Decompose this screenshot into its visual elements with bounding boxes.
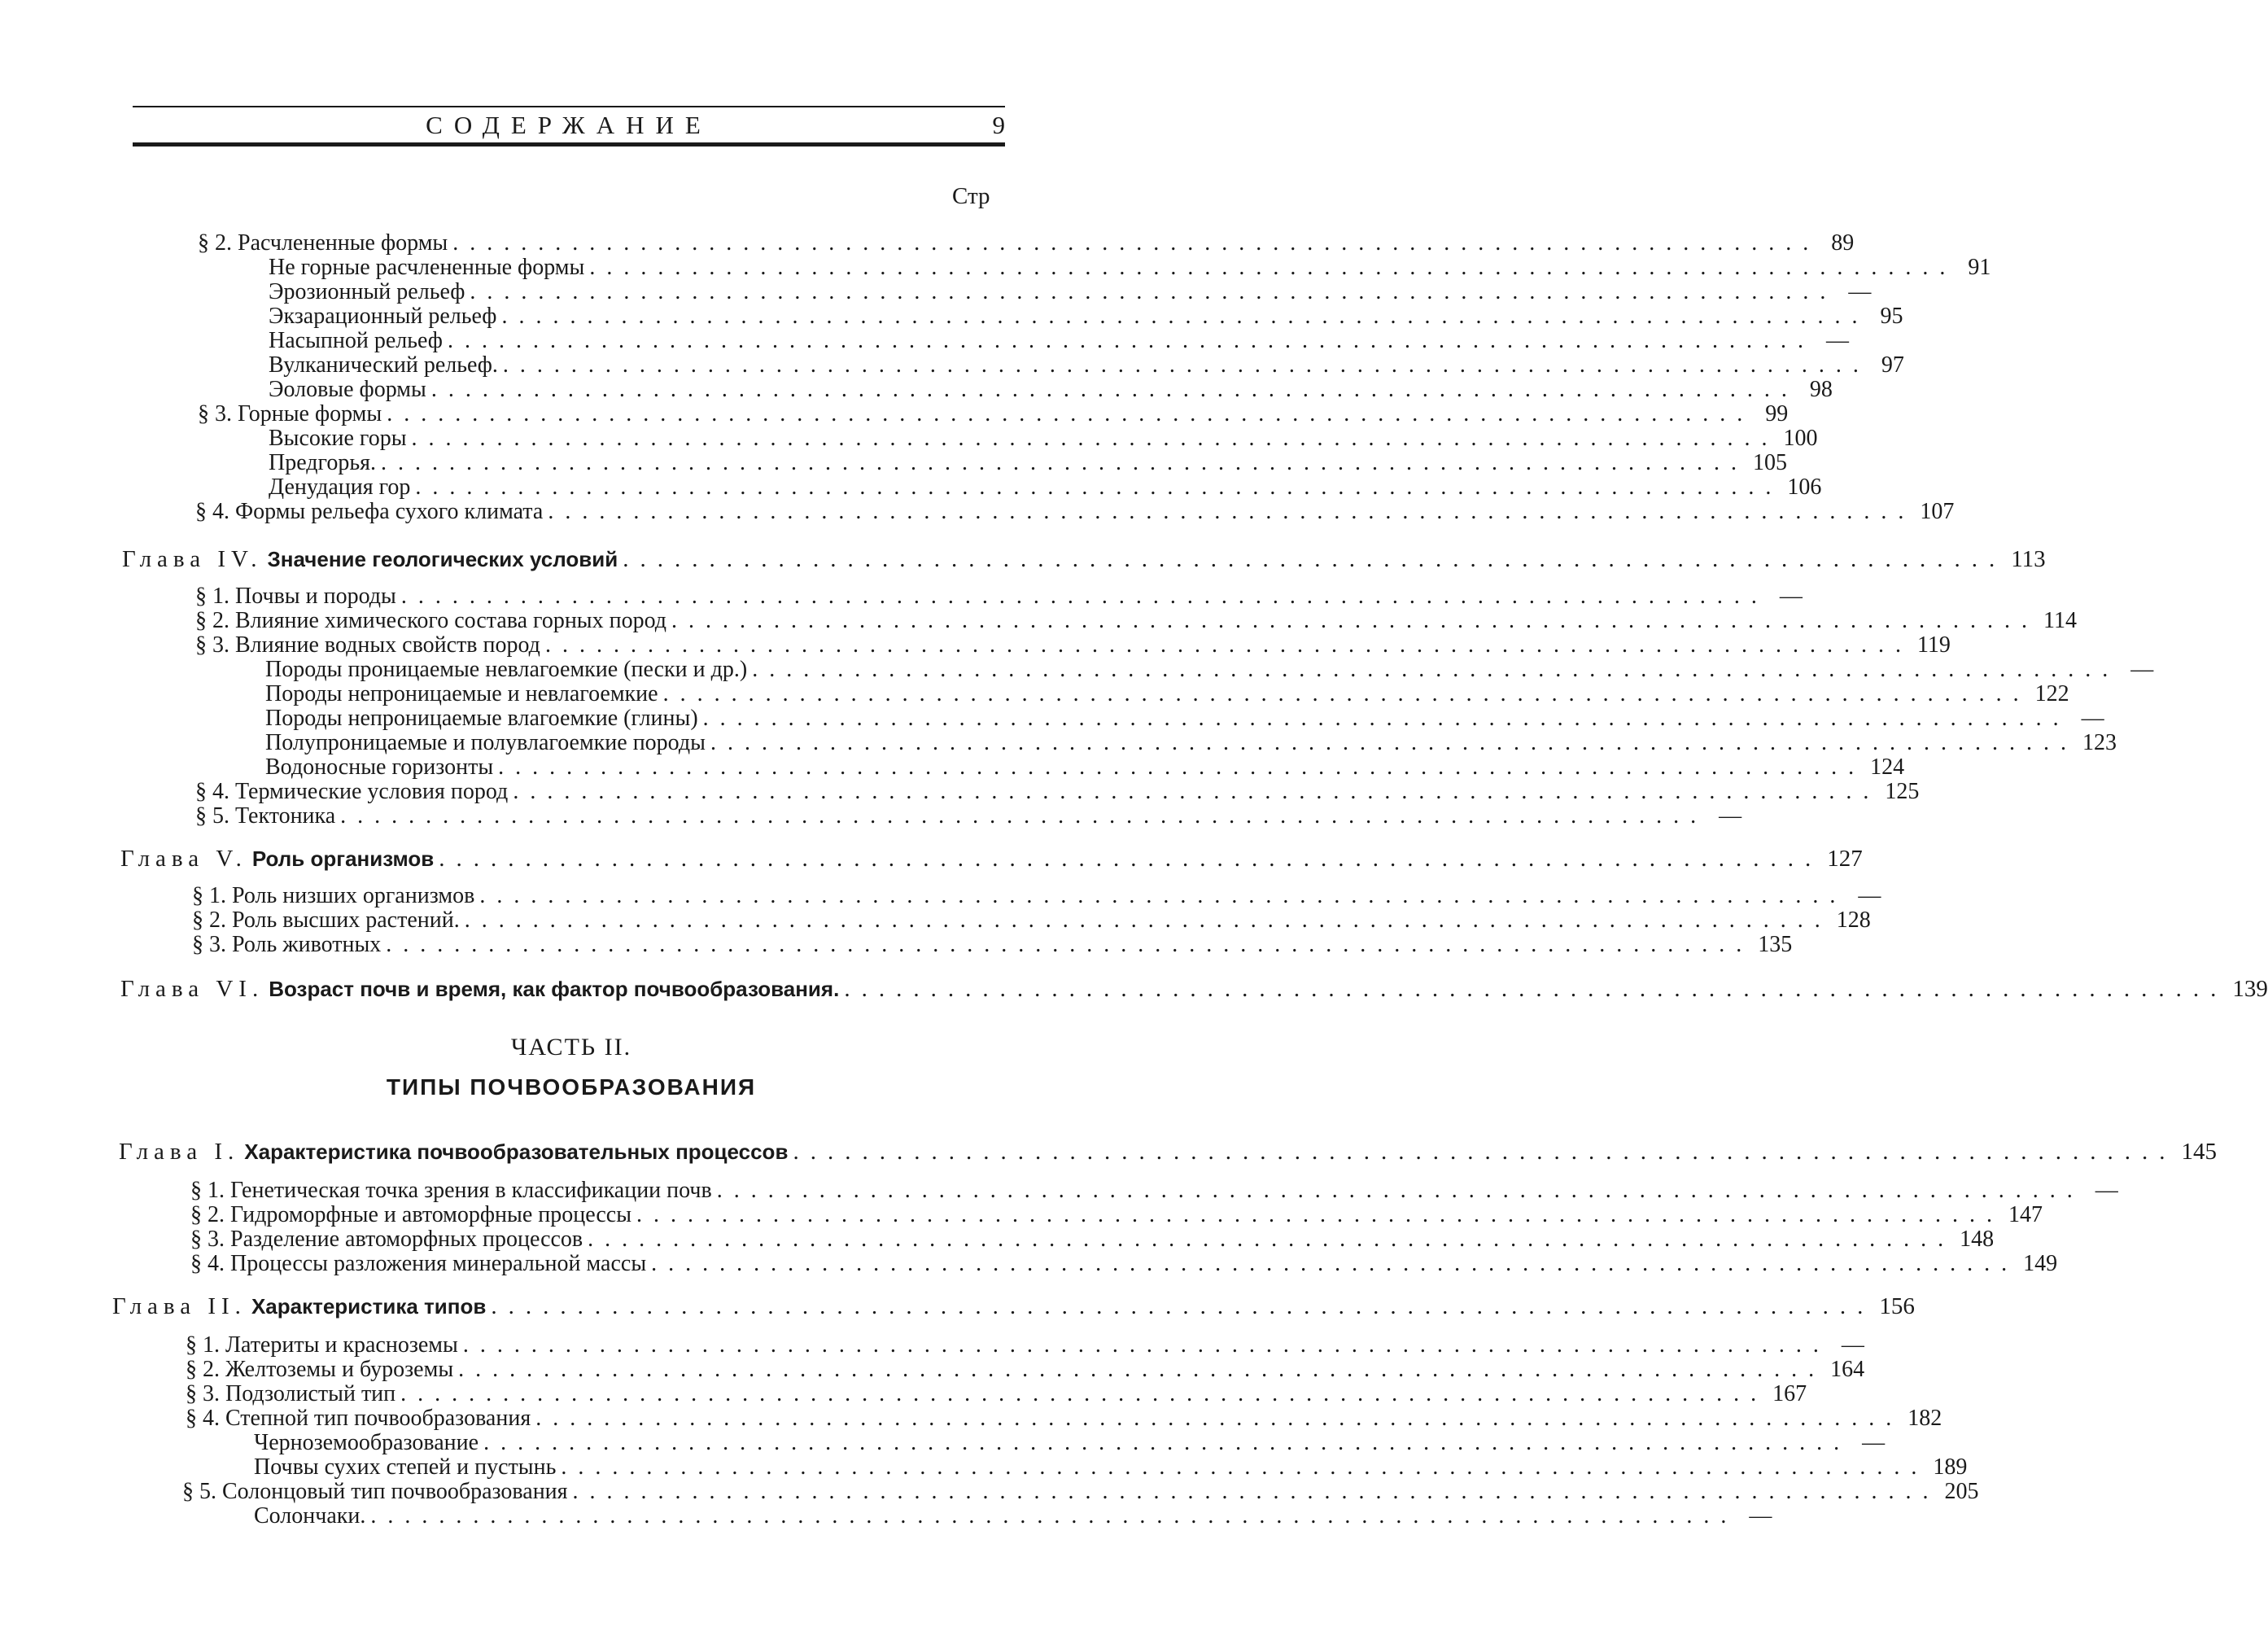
toc-page-number: — — [1848, 279, 1872, 304]
toc-entry-row — [195, 584, 1803, 609]
leader-dots: ................................................................................ — [844, 976, 2228, 1002]
page-number: 9 — [992, 111, 1005, 139]
toc-chapter-row — [122, 546, 2046, 572]
leader-dots: ................................................................................ — [483, 1430, 1851, 1455]
toc-entry-row — [269, 255, 1991, 280]
toc-entry-title: Породы непроницаемые и невлагоемкие — [265, 681, 658, 706]
toc-entry-title: § 1. Роль низших организмов — [192, 883, 475, 908]
toc-entry-title: Вулканический рельеф. — [269, 352, 498, 378]
toc-entry-title: Почвы сухих степей и пустынь — [254, 1454, 557, 1480]
toc-entry-row — [198, 230, 1855, 256]
leader-dots: ................................................................................ — [588, 1227, 1956, 1252]
toc-page-number: 148 — [1960, 1227, 1995, 1252]
toc-entry-title: Не горные расчлененные формы — [269, 255, 585, 280]
toc-entry-row — [190, 1202, 2043, 1227]
leader-dots: ................................................................................ — [411, 426, 1779, 451]
toc-page-number: 114 — [2043, 608, 2078, 633]
toc-entry-row — [254, 1503, 1772, 1529]
toc-entry-row — [254, 1454, 1968, 1480]
toc-entry-title: § 3. Влияние водных свойств пород — [195, 632, 540, 658]
toc-entry-title: § 2. Влияние химического состава горных пород — [195, 608, 667, 633]
toc-entry-row — [186, 1332, 1864, 1358]
toc-page-number: — — [1719, 803, 1742, 829]
toc-entry-row — [269, 426, 1818, 451]
toc-entry-title: § 4. Процессы разложения минеральной массы — [190, 1251, 647, 1276]
toc-page-number: 125 — [1885, 779, 1920, 804]
toc-page-number: 98 — [1809, 377, 1833, 402]
toc-entry-row — [265, 730, 2117, 755]
toc-page-number: 107 — [1920, 499, 1955, 524]
toc-entry-row — [269, 475, 1822, 500]
leader-dots: ................................................................................ — [589, 255, 1957, 280]
chapter-title: Значение геологических условий — [267, 547, 618, 571]
leader-dots: ................................................................................ — [513, 779, 1881, 804]
leader-dots: ................................................................................ — [702, 706, 2070, 731]
leader-dots: ................................................................................ — [458, 1357, 1826, 1382]
toc-page-number: — — [1858, 883, 1881, 908]
toc-entry-title: Полупроницаемые и полувлагоемкие породы — [265, 730, 706, 755]
toc-page-number: 205 — [1944, 1479, 1979, 1504]
toc-entry-title: § 3. Роль животных — [192, 932, 382, 957]
toc-page-number: 182 — [1907, 1406, 1942, 1431]
leader-dots: ................................................................................ — [501, 304, 1869, 329]
toc-page-number: 105 — [1752, 450, 1787, 475]
toc-page-number: 89 — [1831, 230, 1855, 256]
toc-entry-title: Насыпной рельеф — [269, 328, 443, 353]
page-column-header: Стр — [952, 183, 990, 209]
chapter-title: Характеристика почвообразовательных процессов — [244, 1139, 789, 1164]
chapter-label: Глава II. — [112, 1293, 247, 1319]
toc-entry-row — [265, 681, 2069, 706]
toc-entry-title: Эоловые формы — [269, 377, 426, 402]
toc-entry-row — [192, 932, 1793, 957]
toc-entry-title: Предгорья. — [269, 450, 376, 475]
toc-page-number: 149 — [2023, 1251, 2058, 1276]
toc-entry-row — [186, 1381, 1807, 1406]
toc-entry-title: § 2. Гидроморфные и автоморфные процессы — [190, 1202, 632, 1227]
toc-entry-row — [195, 779, 1920, 804]
running-header — [133, 106, 1005, 147]
toc-page-number: 147 — [2008, 1202, 2043, 1227]
toc-entry-title: § 1. Генетическая точка зрения в классификации почв — [190, 1178, 712, 1203]
toc-entry-title: Породы проницаемые невлагоемкие (пески и др.) — [265, 657, 748, 682]
toc-entry-row — [265, 706, 2104, 731]
leader-dots: ................................................................................ — [400, 584, 1768, 609]
leader-dots: ................................................................................ — [548, 499, 1916, 524]
leader-dots: ................................................................................ — [544, 632, 1912, 658]
leader-dots: ................................................................................ — [470, 279, 1838, 304]
leader-dots: ................................................................................ — [572, 1479, 1940, 1504]
toc-entry-title: § 4. Формы рельефа сухого климата — [195, 499, 544, 524]
toc-page-number: 145 — [2181, 1139, 2217, 1165]
toc-entry-title: Черноземообразование — [254, 1430, 479, 1455]
toc-page-number: 124 — [1870, 754, 1905, 780]
leader-dots: ................................................................................ — [491, 1293, 1875, 1319]
chapter-label: Глава VI. — [120, 976, 264, 1002]
leader-dots: ................................................................................ — [662, 681, 2030, 706]
toc-entry-title: § 3. Подзолистый тип — [186, 1381, 396, 1406]
leader-dots: ................................................................................ — [439, 846, 1823, 872]
chapter-title: Возраст почв и время, как фактор почвообразования. — [269, 977, 840, 1001]
toc-page-number: 99 — [1765, 401, 1789, 426]
toc-entry-title: § 1. Латериты и красноземы — [186, 1332, 458, 1358]
leader-dots: ................................................................................ — [623, 546, 2007, 572]
chapter-title: Характеристика типов — [251, 1294, 487, 1319]
toc-page-number: — — [1841, 1332, 1864, 1358]
chapter-label: Глава I. — [119, 1139, 240, 1165]
toc-page-number: 135 — [1758, 932, 1793, 957]
toc-entry-title: § 1. Почвы и породы — [195, 584, 396, 609]
leader-dots: ................................................................................ — [710, 730, 2078, 755]
toc-entry-title: § 2. Желтоземы и буроземы — [186, 1357, 454, 1382]
toc-page-number: 127 — [1827, 846, 1863, 872]
toc-entry-title: § 5. Тектоника — [195, 803, 336, 829]
toc-entry-title: § 2. Роль высших растений. — [192, 908, 460, 933]
leader-dots: ................................................................................ — [502, 352, 1870, 378]
toc-entry-row — [190, 1227, 1995, 1252]
toc-entry-title: Денудация гор — [269, 475, 411, 500]
toc-page-number: 167 — [1772, 1381, 1807, 1406]
toc-page-number: 139 — [2232, 976, 2268, 1002]
toc-page-number: 113 — [2011, 546, 2046, 572]
toc-page-number: 164 — [1830, 1357, 1865, 1382]
toc-entry-title: § 3. Горные формы — [198, 401, 382, 426]
toc-entry-row — [269, 377, 1833, 402]
toc-entry-row — [186, 1406, 1942, 1431]
leader-dots: ................................................................................ — [340, 803, 1708, 829]
chapter-title: Роль организмов — [251, 846, 435, 871]
toc-page-number: 100 — [1783, 426, 1818, 451]
toc-page-number: 95 — [1880, 304, 1903, 329]
toc-page-number: 91 — [1968, 255, 1991, 280]
header-rule-bottom — [133, 142, 1005, 147]
chapter-label: Глава V. — [120, 846, 247, 872]
toc-page-number: — — [2095, 1178, 2118, 1203]
toc-page-number: — — [2130, 657, 2154, 682]
toc-entry-row — [195, 803, 1742, 829]
toc-page-number: — — [2081, 706, 2104, 731]
leader-dots: ................................................................................ — [671, 608, 2039, 633]
toc-entry-row — [269, 328, 1849, 353]
toc-entry-row — [265, 657, 2154, 682]
leader-dots: ................................................................................ — [430, 377, 1798, 402]
toc-entry-row — [269, 352, 1904, 378]
toc-page-number: — — [1779, 584, 1803, 609]
leader-dots: ................................................................................ — [636, 1202, 2004, 1227]
leader-dots: ................................................................................ — [386, 932, 1754, 957]
toc-entry-title: § 2. Расчлененные формы — [198, 230, 448, 256]
toc-chapter-heading — [119, 1139, 788, 1164]
toc-entry-title: Водоносные горизонты — [265, 754, 494, 780]
toc-entry-title: § 3. Разделение автоморфных процессов — [190, 1227, 583, 1252]
toc-entry-title: Породы непроницаемые влагоемкие (глины) — [265, 706, 698, 731]
leader-dots: ................................................................................ — [462, 1332, 1830, 1358]
part-title: ТИПЫ ПОЧВООБРАЗОВАНИЯ — [386, 1074, 757, 1100]
leader-dots: ................................................................................ — [651, 1251, 2019, 1276]
toc-entry-row — [198, 401, 1789, 426]
part-number: ЧАСТЬ II. — [510, 1034, 632, 1061]
toc-entry-row — [254, 1430, 1886, 1455]
toc-entry-row — [265, 754, 1905, 780]
leader-dots: ................................................................................ — [380, 450, 1748, 475]
leader-dots: ................................................................................ — [415, 475, 1783, 500]
leader-dots: ................................................................................ — [793, 1139, 2177, 1165]
leader-dots: ................................................................................ — [447, 328, 1815, 353]
toc-chapter-heading — [112, 1294, 486, 1319]
leader-dots: ................................................................................ — [752, 657, 2120, 682]
toc-chapter-row — [120, 846, 1863, 872]
toc-entry-row — [186, 1357, 1865, 1382]
toc-entry-row — [192, 883, 1881, 908]
toc-entry-title: § 4. Степной тип почвообразования — [186, 1406, 531, 1431]
toc-entry-row — [192, 908, 1871, 933]
toc-page-number: 97 — [1881, 352, 1904, 378]
toc-page-number: — — [1862, 1430, 1886, 1455]
toc-entry-title: Экзарационный рельеф — [269, 304, 497, 329]
toc-page-number: 189 — [1933, 1454, 1968, 1480]
toc-entry-title: Высокие горы — [269, 426, 407, 451]
toc-chapter-heading — [122, 547, 618, 571]
toc-entry-row — [190, 1178, 2118, 1203]
toc-entry-row — [269, 304, 1903, 329]
header-title: СОДЕРЖАНИЕ — [426, 111, 712, 139]
toc-entry-row — [190, 1251, 2058, 1276]
toc-entry-title: § 4. Термические условия пород — [195, 779, 509, 804]
leader-dots: ................................................................................ — [535, 1406, 1903, 1431]
toc-chapter-row — [112, 1293, 1915, 1319]
toc-entry-title: § 5. Солонцовый тип почвообразования — [182, 1479, 568, 1504]
toc-entry-row — [195, 608, 2078, 633]
toc-page-number: 119 — [1916, 632, 1951, 658]
toc-entry-row — [182, 1479, 1979, 1504]
toc-page-number: — — [1749, 1503, 1772, 1529]
toc-page-number: 106 — [1787, 475, 1822, 500]
leader-dots: ................................................................................ — [498, 754, 1866, 780]
header-rule-top — [133, 106, 1005, 107]
toc-page-number: — — [1825, 328, 1849, 353]
leader-dots: ................................................................................ — [452, 230, 1820, 256]
leader-dots: ................................................................................ — [370, 1503, 1738, 1529]
toc-entry-row — [269, 279, 1872, 304]
leader-dots: ................................................................................ — [479, 883, 1847, 908]
leader-dots: ................................................................................ — [561, 1454, 1929, 1480]
toc-entry-row — [269, 450, 1787, 475]
toc-page-number: 122 — [2034, 681, 2069, 706]
leader-dots: ................................................................................ — [387, 401, 1755, 426]
toc-chapter-row — [120, 976, 2268, 1002]
toc-chapter-row — [119, 1139, 2217, 1165]
toc-chapter-heading — [120, 846, 434, 871]
toc-entry-title: Эрозионный рельеф — [269, 279, 465, 304]
toc-entry-row — [195, 632, 1951, 658]
chapter-label: Глава IV. — [122, 546, 263, 572]
toc-page-number: 123 — [2082, 730, 2117, 755]
toc-entry-row — [195, 499, 1955, 524]
leader-dots: ................................................................................ — [716, 1178, 2084, 1203]
toc-entry-title: Солончаки. — [254, 1503, 366, 1529]
toc-page-number: 128 — [1836, 908, 1871, 933]
toc-chapter-heading — [120, 977, 839, 1001]
leader-dots: ................................................................................ — [400, 1381, 1768, 1406]
leader-dots: ................................................................................ — [464, 908, 1832, 933]
toc-page-number: 156 — [1879, 1293, 1915, 1319]
